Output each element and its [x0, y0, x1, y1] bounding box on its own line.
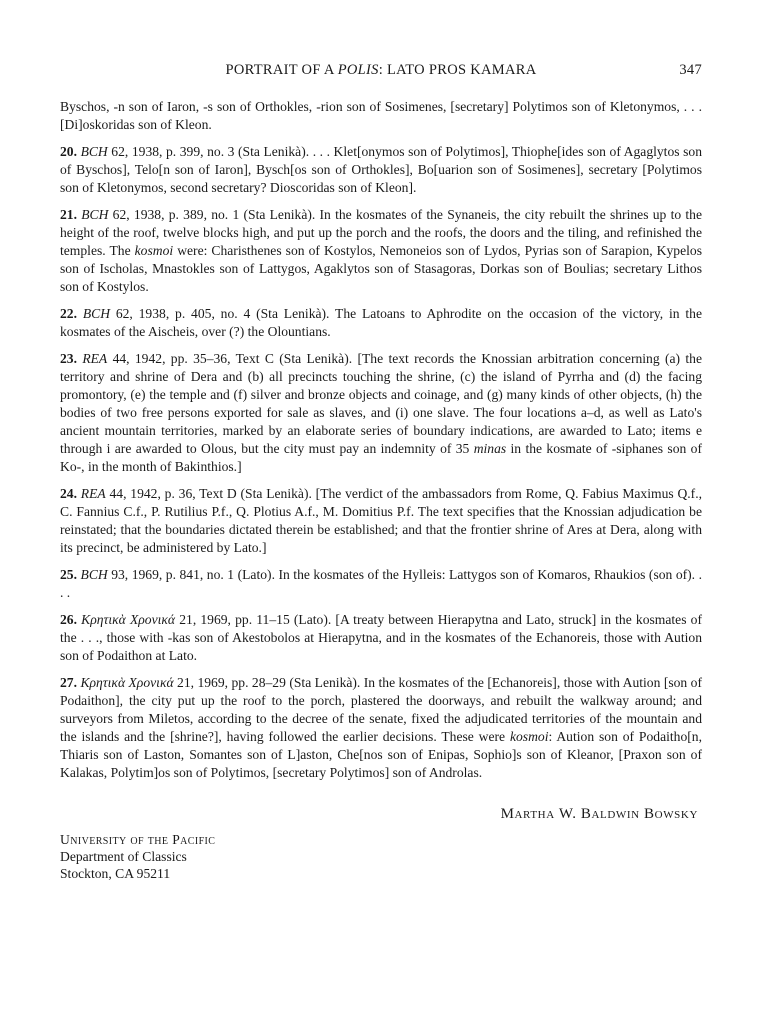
entry-paragraph	[60, 98, 702, 134]
running-title-suffix: : LATO PROS KAMARA	[378, 62, 537, 78]
entry-paragraph	[60, 674, 702, 782]
entry-paragraph	[60, 206, 702, 296]
entry-italic-text: minas	[473, 441, 507, 456]
running-title-text: PORTRAIT OF A	[225, 62, 338, 78]
entry-text: Byschos, -n son of Iaron, -s son of Orthokles, -rion son of Sosimenes, [secretary] Polytimos son of Kletonymos, . . . [Di]oskoridas son of Kleon.	[60, 99, 702, 132]
entry-text: 21, 1969, pp. 11–15 (Lato). [A treaty between Hierapytna and Lato, struck] in the kosmates of the . . ., those with -kas son of Akestobolos at Hierapytna, and in the kosmates of the Echanoreis, those with Aution son of Podaithon at Lato.	[60, 612, 702, 663]
entry-text: 62, 1938, p. 399, no. 3 (Sta Lenikà). . . . Klet[onymos son of Polytimos], Thiophe[ides son of Agaglytos son of Byschos], Telo[n son of Iaron], Bysch[os son of Orthokles], Bo[uarion son of Sosimenes], secretary [Polytimos son of Kletonymos, second secretary? Dioscoridas son of Kleon].	[60, 144, 702, 195]
entry-number: 20.	[60, 144, 77, 159]
entry-text: were: Charisthenes son of Kostylos, Nemoneios son of Lydos, Pyrias son of Sarapion, Kypelos son of Ischolas, Mnastokles son of Lattygos, Agaklytos son of Stasagoras, Dorkas son of Boulias; secretary Lithos son of Kostylos.	[60, 243, 702, 294]
entry-text: in the kosmate of -siphanes son of Ko-, in the month of Bakinthios.]	[60, 441, 702, 474]
affiliation-block	[60, 831, 702, 882]
entry-text: 21, 1969, pp. 28–29 (Sta Lenikà). In the kosmates of the [Echanoreis], those with Aution [son of Podaithon], the city put up the roof to the porch, plastered the doorways, and rebuilt the walkway around; and surveyors from Miletos, according to the decree of the senate, fixed the adjudicated territories of the mountain and the islands and the [shrine?], having followed the earlier decisions. These were	[60, 675, 702, 744]
entry-number: 25.	[60, 567, 77, 582]
author-name: Martha W. Baldwin Bowsky	[500, 806, 698, 822]
entry-italic-text: BCH	[81, 207, 109, 222]
entries-list	[60, 98, 702, 782]
entry-italic-text: Κρητικὰ Χρονικά	[81, 612, 176, 627]
entry-italic-text: BCH	[80, 567, 108, 582]
entry-number: 23.	[60, 351, 77, 366]
entry-paragraph	[60, 305, 702, 341]
entry-paragraph	[60, 566, 702, 602]
entry-italic-text: BCH	[82, 306, 111, 321]
affiliation-address: Stockton, CA 95211	[60, 866, 171, 881]
entry-paragraph	[60, 350, 702, 476]
entry-text: 44, 1942, pp. 35–36, Text C (Sta Lenikà). [The text records the Knossian arbitration concerning (a) the territory and shrine of Dera and (b) all precincts touching the shrine, (c) the island of Pyrrha and (d) the facing promontory, (e) the temple and (f) silver and bronze objects and coinage, and (g) many kinds of other objects, (h) the bodies of two free persons exported for sale as slaves, and (i) one slave. The four locations a–d, as well as Lato's ancient mountain territories, marked by an elaborate series of boundary indications, are awarded to Lato; items e through i are awarded to Olous, but the city must pay an indemnity of 35	[60, 351, 702, 456]
entry-italic-text: REA	[80, 486, 106, 501]
entry-number: 26.	[60, 612, 77, 627]
entry-text: : Aution son of Podaitho[n, Thiaris son of Laston, Somantes son of L]aston, Che[nos son of Enipas, Sophio]s son of Kleanor, [Praxon son of Kalakas, Polytim]os son of Polytimos, [secretary Polytimos] son of Androlas.	[60, 729, 702, 780]
entry-text: 93, 1969, p. 841, no. 1 (Lato). In the kosmates of the Hylleis: Lattygos son of Komaros, Rhaukios (son of). . . .	[60, 567, 702, 600]
entry-italic-text: kosmoi	[134, 243, 174, 258]
affiliation-institution: University of the Pacific	[60, 832, 216, 847]
entry-paragraph	[60, 611, 702, 665]
entry-paragraph	[60, 143, 702, 197]
entry-number: 22.	[60, 306, 77, 321]
entry-italic-text: BCH	[80, 144, 108, 159]
entry-paragraph	[60, 485, 702, 557]
entry-text: 62, 1938, p. 389, no. 1 (Sta Lenikà). In the kosmates of the Synaneis, the city rebuilt the shrines up to the height of the roof, twelve blocks high, and put up the porch and the roofs, the doors and the tiling, and refinished the temples. The	[60, 207, 702, 258]
entry-italic-text: REA	[82, 351, 108, 366]
running-header	[60, 62, 702, 84]
entry-text: 62, 1938, p. 405, no. 4 (Sta Lenikà). The Latoans to Aphrodite on the occasion of the victory, in the kosmates of the Aischeis, over (?) the Olountians.	[60, 306, 703, 339]
page	[60, 62, 702, 882]
entry-number: 24.	[60, 486, 77, 501]
entry-number: 21.	[60, 207, 77, 222]
affiliation-department: Department of Classics	[60, 849, 187, 864]
entry-text: 44, 1942, p. 36, Text D (Sta Lenikà). [The verdict of the ambassadors from Rome, Q. Fabius Maximus Q.f., C. Fannius C.f., P. Rutilius P.f., Q. Plotius A.f., M. Domitius P.f. The text specifies that the Knossian adjudication be reinstated; that the boundaries dictated therein be established; and that the frontier shrine of Ares at Dera, along with its precinct, be administered by Lato.]	[60, 486, 702, 555]
page-number: 347	[679, 62, 702, 78]
entry-number: 27.	[60, 675, 77, 690]
running-title-italic: POLIS	[337, 62, 379, 78]
entry-italic-text: Κρητικὰ Χρονικά	[80, 675, 174, 690]
entry-italic-text: kosmoi	[509, 729, 549, 744]
running-title	[60, 62, 702, 79]
